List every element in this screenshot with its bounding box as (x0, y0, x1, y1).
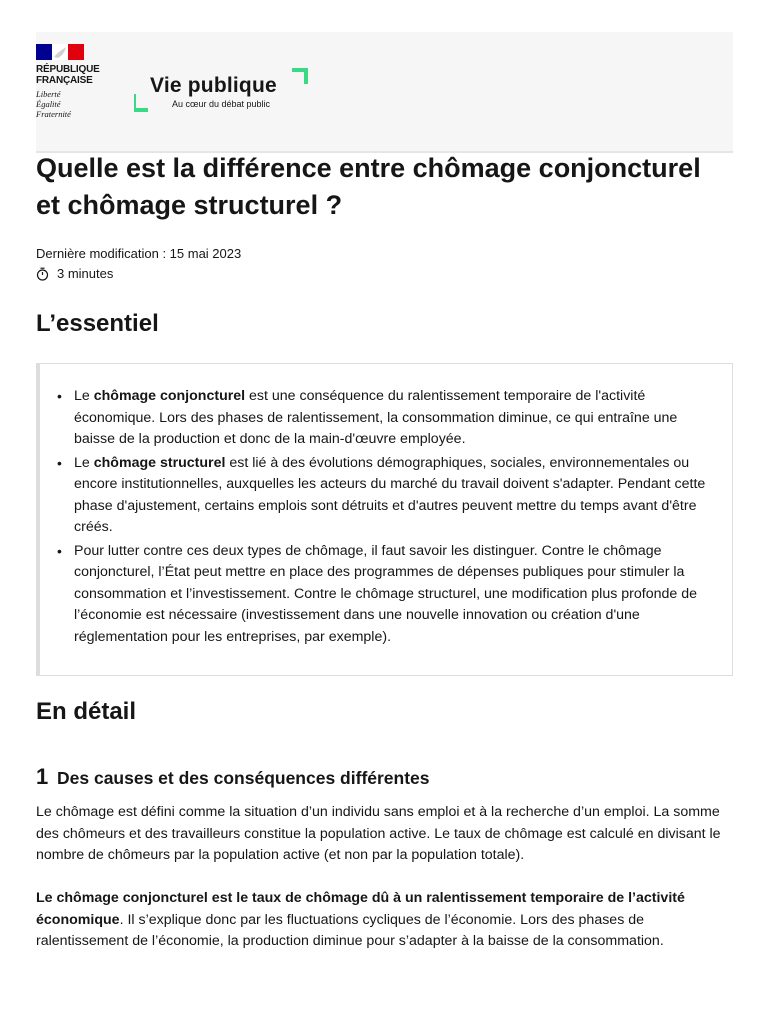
reading-time (36, 266, 113, 281)
list-item: • Pour lutter contre ces deux types de chômage, il faut savoir les distinguer. Contre le chômage conjoncturel, l’État peut mettre en place des programmes de dépenses publiques pour stimuler la consommation et l’investissement. Contre le chômage structurel, une modification plus profonde de l’économie est nécessaire (investissement dans une nouvelle innovation ou création d'une réglementation pour les entreprises, par exemple). (70, 541, 720, 649)
site-name: Vie publique (150, 74, 277, 97)
essentiel-box (36, 363, 733, 676)
essentiel-heading: L’essentiel (36, 310, 159, 337)
last-modified: Dernière modification : 15 mai 2023 (36, 246, 242, 261)
paragraph: Le chômage est défini comme la situation d’un individu sans emploi et à la recherche d’un emploi. La somme des chômeurs et des travailleurs constitue la population active. Le taux de chômage est calculé en divisant le nombre de chômeurs par la population active (et non par la population totale). (36, 804, 721, 863)
republique-francaise-flag-icon (36, 44, 84, 60)
section-number: 1 (36, 764, 49, 789)
paragraph: Le chômage conjoncturel est le taux de chômage dû à un ralentissement temporaire de l’activité économique. Il s’explique donc par les fluctuations cycliques de l’économie. Lors des phases de ralentissement de l’économie, la production diminue pour s’adapter à la baisse de la consommation. (36, 890, 685, 949)
list-item: • Le chômage conjoncturel est une conséquence du ralentissement temporaire de l'activité économique. Lors des phases de ralentissement, la consommation diminue, ce qui entraîne une baisse de la production et donc de la main-d'œuvre employée. (70, 386, 720, 451)
site-header (36, 32, 733, 153)
site-tagline: Au cœur du débat public (172, 99, 271, 109)
timer-icon (36, 267, 49, 281)
section-title: Des causes et des conséquences différentes (57, 768, 430, 788)
republique-motto: Liberté Égalité Fraternité (36, 89, 71, 119)
republique-francaise-label: RÉPUBLIQUE FRANÇAISE (36, 64, 100, 86)
list-item: • Le chômage structurel est lié à des évolutions démographiques, sociales, environnementales ou encore institutionnelles, auxquelles les acteurs du marché du travail doivent s'adapter. Pendant cette phase d'ajustement, certains emplois sont détruits et d'autres peuvent mettre du temps avant d'être créés. (70, 453, 720, 539)
page-title: Quelle est la différence entre chômage conjoncturel et chômage structurel ? (36, 153, 701, 220)
vie-publique-logo[interactable] (134, 68, 308, 112)
detail-heading: En détail (36, 698, 137, 725)
essentiel-list (70, 386, 720, 650)
reading-time-value: 3 minutes (57, 266, 114, 281)
